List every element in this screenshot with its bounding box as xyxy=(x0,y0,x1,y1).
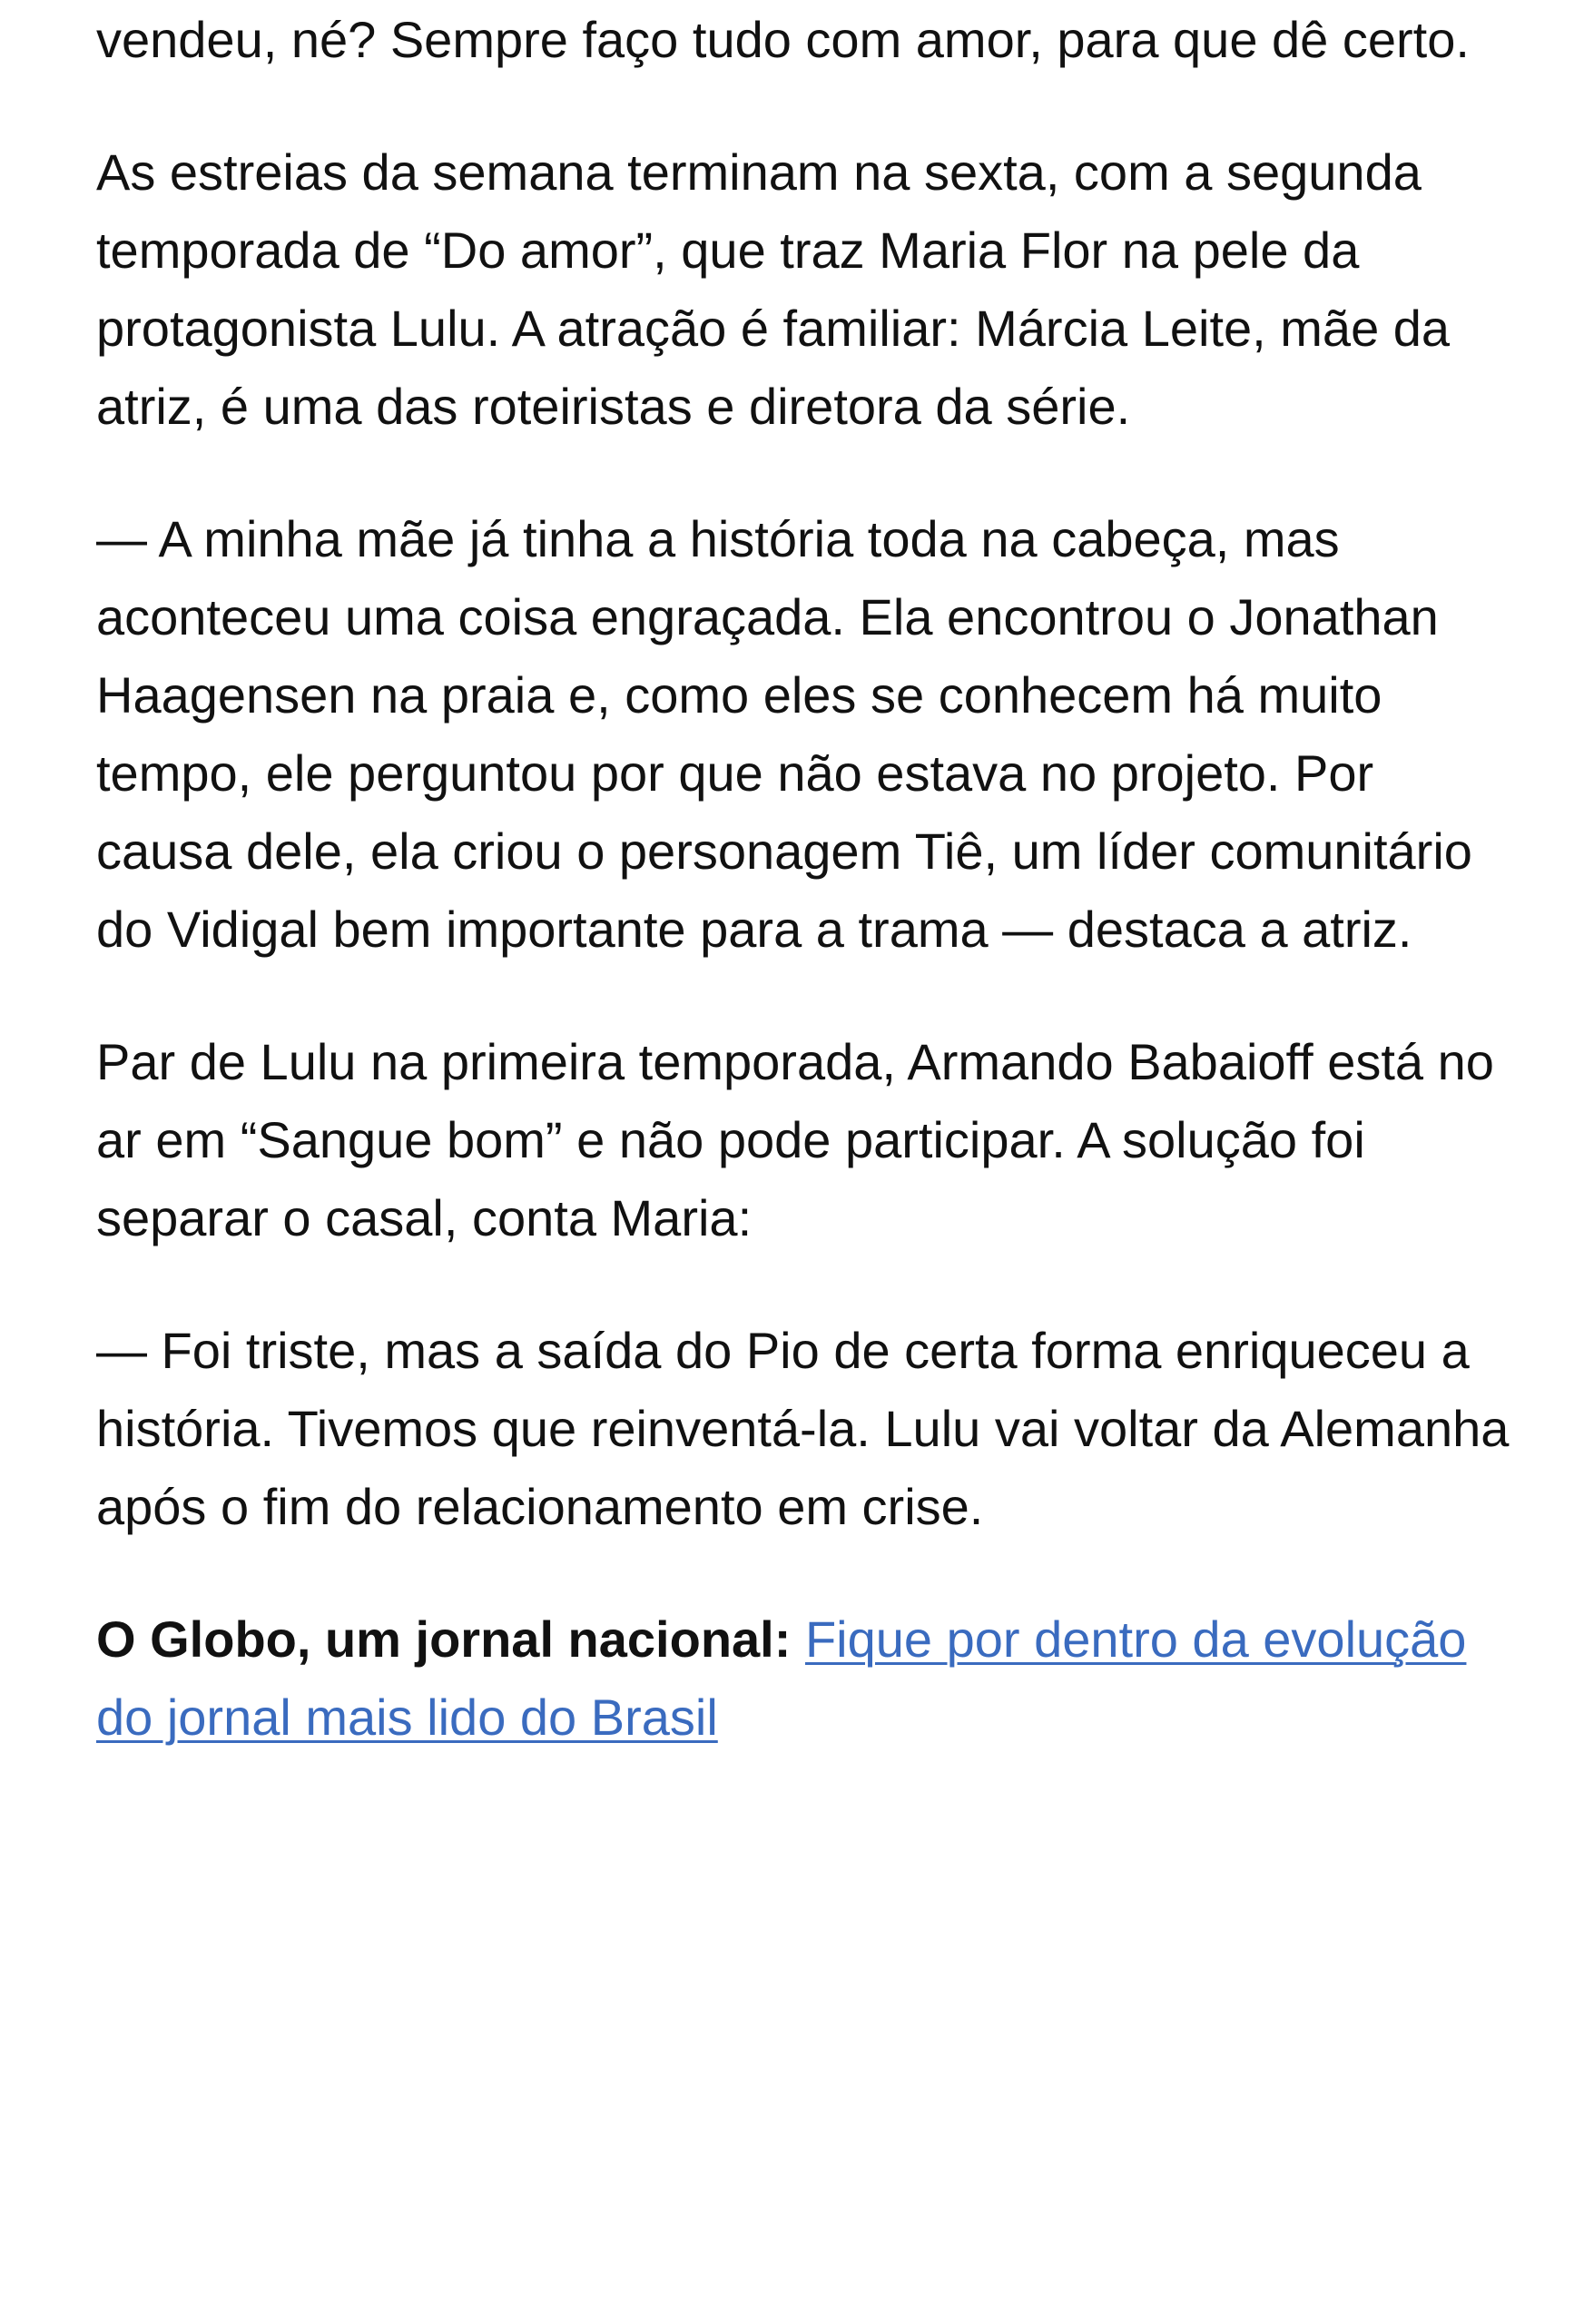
promo-label: O Globo, um jornal nacional: xyxy=(96,1610,792,1668)
promo-paragraph xyxy=(96,1600,1512,1757)
article-body xyxy=(96,0,1512,1811)
article-paragraph: — A minha mãe já tinha a história toda na cabeça, mas aconteceu uma coisa engraçada. Ela encontrou o Jonathan Haagensen na praia e, como eles se conhecem há muito tempo, ele perguntou por que não estava no projeto. Por causa dele, ela criou o personagem Tiê, um líder comunitário do Vidigal bem importante para a trama — destaca a atriz. xyxy=(96,510,1472,958)
article-paragraph: Par de Lulu na primeira temporada, Armando Babaioff está no ar em “Sangue bom” e não pode participar. A solução foi separar o casal, conta Maria: xyxy=(96,1033,1494,1246)
article-paragraph: — Foi triste, mas a saída do Pio de certa forma enriqueceu a história. Tivemos que reinventá-la. Lulu vai voltar da Alemanha após o fim do relacionamento em crise. xyxy=(96,1322,1510,1535)
article-paragraph: As estreias da semana terminam na sexta, com a segunda temporada de “Do amor”, que traz Maria Flor na pele da protagonista Lulu. A atração é familiar: Márcia Leite, mãe da atriz, é uma das roteiristas e diretora da série. xyxy=(96,143,1451,435)
promo-link[interactable]: Fique por dentro da evolução do jornal mais lido do Brasil xyxy=(96,1610,1467,1746)
article-paragraph: vendeu, né? Sempre faço tudo com amor, para que dê certo. xyxy=(96,11,1470,68)
